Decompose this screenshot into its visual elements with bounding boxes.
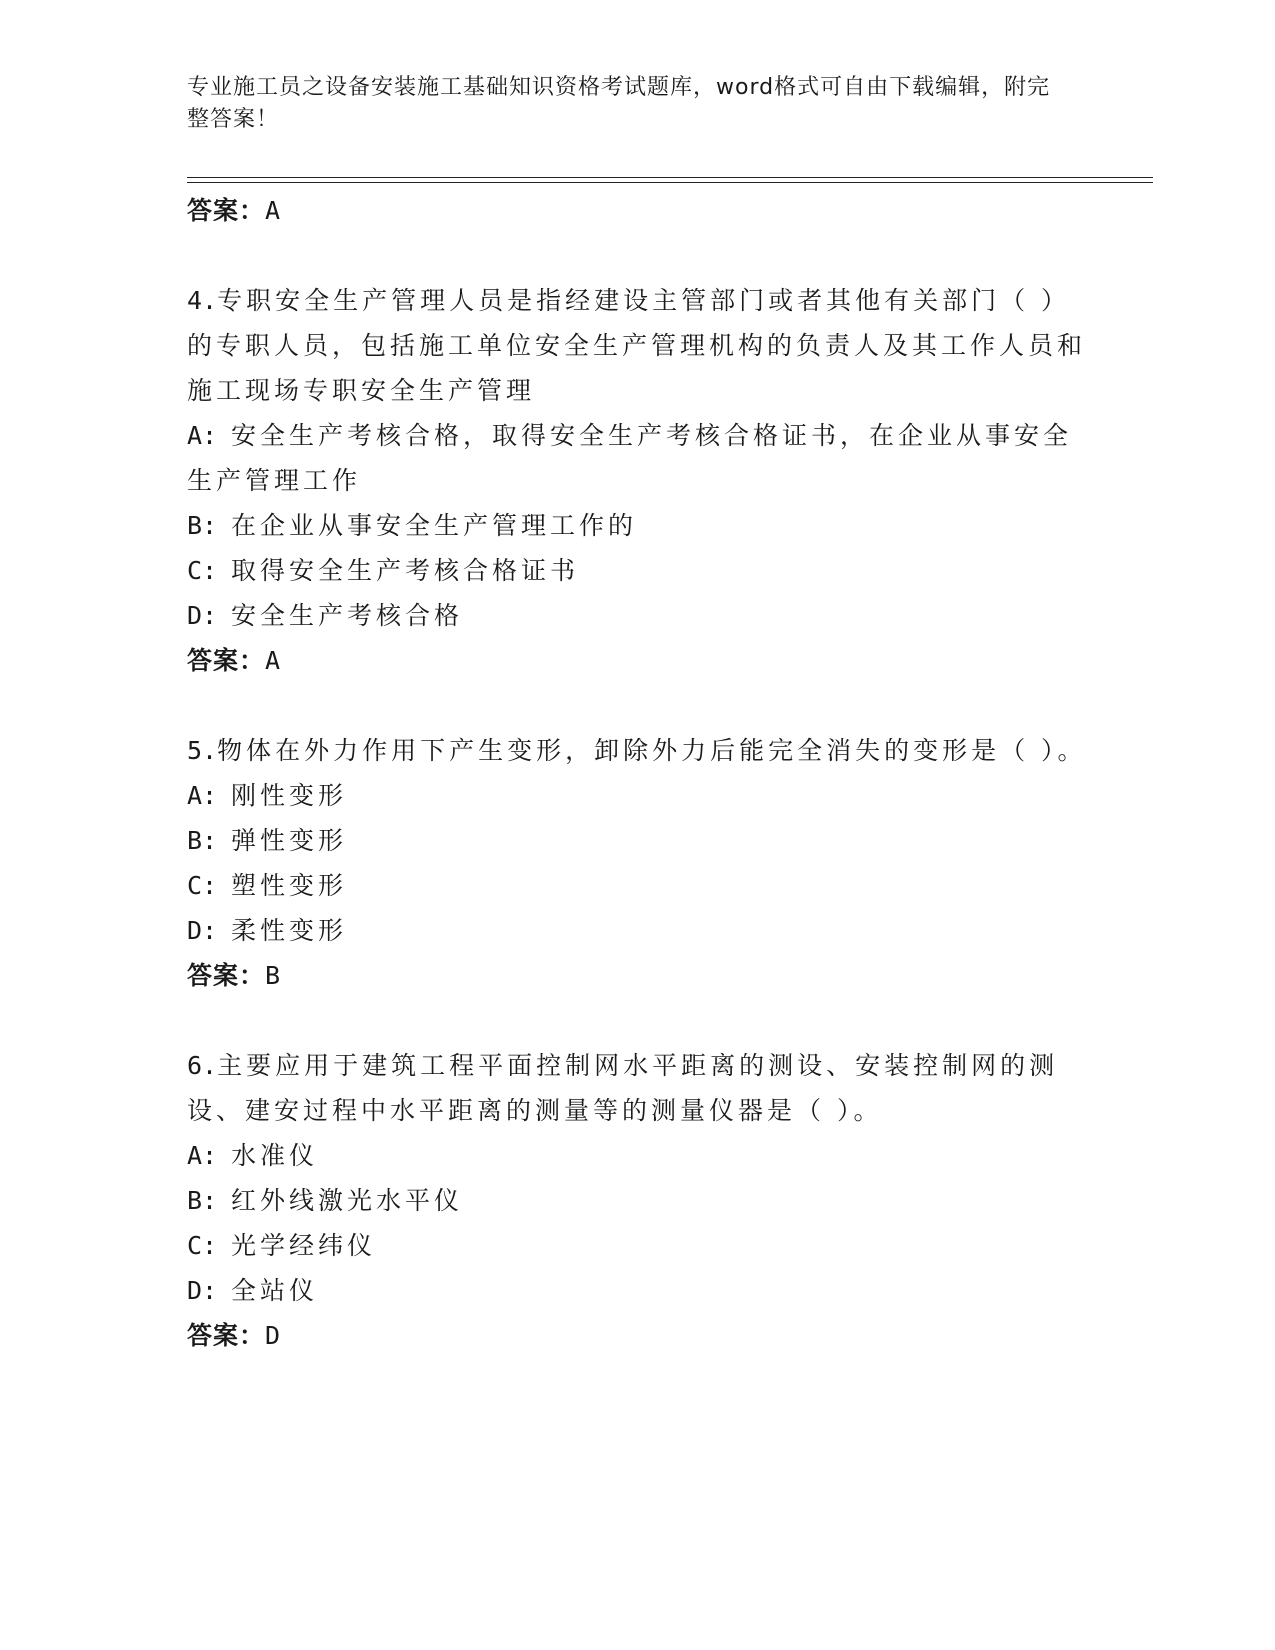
option-d	[187, 908, 1087, 953]
question-text: 主要应用于建筑工程平面控制网水平距离的测设、安装控制网的测设、建安过程中水平距离的测量等的测量仪器是（ ）。	[187, 1051, 1059, 1125]
option-key: D:	[187, 916, 218, 945]
question-number: 4.	[187, 286, 218, 315]
option-text: 取得安全生产考核合格证书	[231, 556, 580, 585]
option-key: B:	[187, 511, 218, 540]
question-5	[187, 728, 1087, 999]
option-a	[187, 1133, 1087, 1178]
option-text: 在企业从事安全生产管理工作的	[231, 511, 638, 540]
question-text: 物体在外力作用下产生变形，卸除外力后能完全消失的变形是（ ）。	[217, 736, 1087, 765]
option-b	[187, 818, 1087, 863]
answer-line	[187, 953, 1087, 999]
option-d	[187, 1268, 1087, 1313]
question-text: 专职安全生产管理人员是指经建设主管部门或者其他有关部门（ ）的专职人员，包括施工单位安全生产管理机构的负责人及其工作人员和施工现场专职安全生产管理	[187, 286, 1087, 405]
question-6	[187, 1043, 1087, 1359]
question-number: 6.	[187, 1051, 218, 1080]
page-header	[187, 72, 1067, 136]
question-stem	[187, 1043, 1087, 1133]
answer-line	[187, 188, 1087, 234]
option-text: 塑性变形	[231, 871, 348, 900]
option-key: A:	[187, 421, 218, 450]
option-c	[187, 1223, 1087, 1268]
option-key: D:	[187, 601, 218, 630]
answer-value: B	[265, 961, 282, 990]
option-text: 水准仪	[231, 1141, 319, 1170]
question-4	[187, 278, 1087, 684]
answer-value: A	[265, 646, 282, 675]
answer-label: 答案：	[187, 196, 266, 225]
header-rule-bottom	[187, 182, 1153, 183]
answer-line	[187, 638, 1087, 684]
option-text: 红外线激光水平仪	[231, 1186, 464, 1215]
option-key: D:	[187, 1276, 218, 1305]
option-text: 安全生产考核合格	[231, 601, 464, 630]
answer-value: A	[265, 196, 282, 225]
option-text: 刚性变形	[231, 781, 348, 810]
answer-value: D	[265, 1321, 282, 1350]
option-c	[187, 548, 1087, 593]
option-text: 弹性变形	[231, 826, 348, 855]
option-d	[187, 593, 1087, 638]
header-rule-top	[187, 177, 1153, 178]
option-b	[187, 503, 1087, 548]
header-text: 专业施工员之设备安装施工基础知识资格考试题库，word格式可自由下载编辑，附完整答案！	[187, 75, 1051, 132]
option-text: 全站仪	[231, 1276, 319, 1305]
option-key: C:	[187, 871, 218, 900]
option-text: 安全生产考核合格，取得安全生产考核合格证书，在企业从事安全生产管理工作	[187, 421, 1073, 495]
question-stem	[187, 728, 1087, 773]
option-key: B:	[187, 1186, 218, 1215]
option-c	[187, 863, 1087, 908]
option-key: C:	[187, 556, 218, 585]
answer-line	[187, 1313, 1087, 1359]
answer-label: 答案：	[187, 961, 266, 990]
question-stem	[187, 278, 1087, 413]
answer-label: 答案：	[187, 646, 266, 675]
document-body	[187, 188, 1087, 1359]
option-key: C:	[187, 1231, 218, 1260]
answer-label: 答案：	[187, 1321, 266, 1350]
option-a	[187, 773, 1087, 818]
option-a	[187, 413, 1087, 503]
option-key: A:	[187, 1141, 218, 1170]
option-key: A:	[187, 781, 218, 810]
option-text: 柔性变形	[231, 916, 348, 945]
option-b	[187, 1178, 1087, 1223]
option-key: B:	[187, 826, 218, 855]
option-text: 光学经纬仪	[231, 1231, 377, 1260]
question-number: 5.	[187, 736, 218, 765]
